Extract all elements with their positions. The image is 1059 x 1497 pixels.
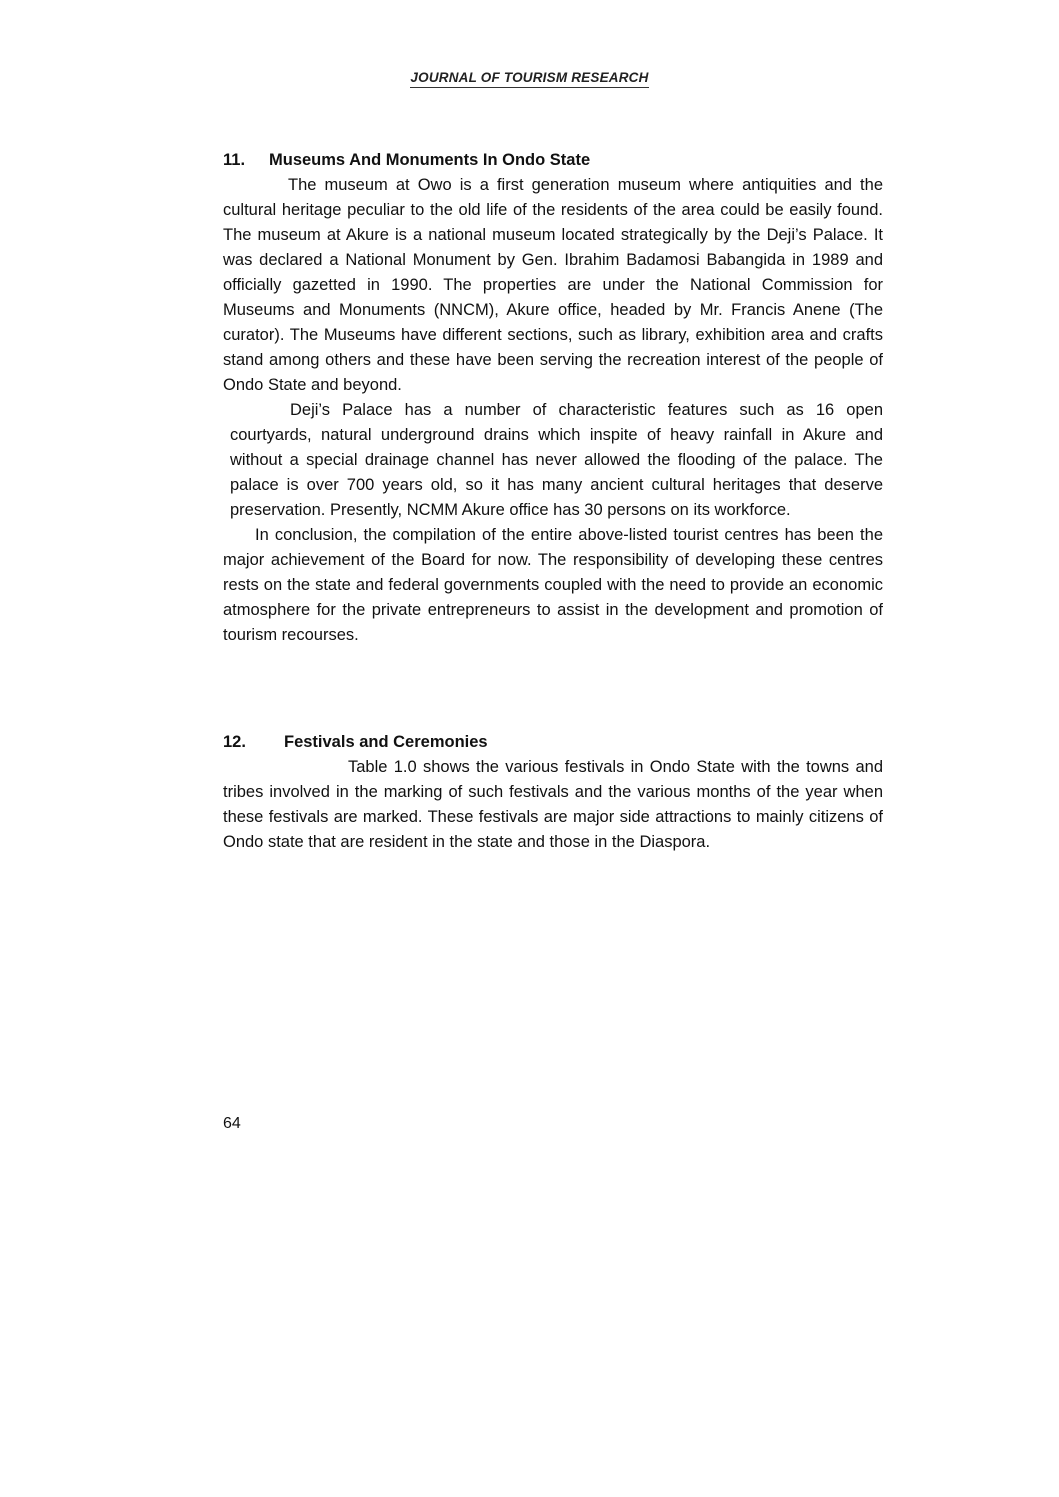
section-heading-12 [223,730,883,755]
paragraph-festivals: Table 1.0 shows the various festivals in Ondo State with the towns and tribes involved in the marking of such festivals and the various months of the year when these festivals are marked. These festivals are major side attractions to mainly citizens of Ondo state that are resident in the state and those in the Diaspora. [223,758,883,851]
page-number: 64 [223,1115,241,1132]
section-heading-11 [223,148,883,173]
journal-header [0,70,1059,85]
section-number: 12. [223,733,246,751]
section-number: 11. [223,151,246,169]
journal-title: JOURNAL OF TOURISM RESEARCH [410,70,648,88]
section-title: Museums And Monuments In Ondo State [269,151,591,169]
section-title: Festivals and Ceremonies [284,733,488,751]
page-content [223,148,883,855]
paragraph-museums-1: The museum at Owo is a first generation museum where antiquities and the cultural heritage peculiar to the old life of the residents of the area could be easily found. The museum at Akure is a national museum located strategically by the Deji’s Palace. It was declared a National Monument by Gen. Ibrahim Badamosi Babangida in 1989 and officially gazetted in 1990. The properties are under the National Commission for Museums and Monuments (NNCM), Akure office, headed by Mr. Francis Anene (The curator). The Museums have different sections, such as library, exhibition area and crafts stand among others and these have been serving the recreation interest of the people of Ondo State and beyond. [223,176,883,394]
paragraph-museums-2: Deji’s Palace has a number of characteristic features such as 16 open courtyards, natural underground drains which inspite of heavy rainfall in Akure and without a special drainage channel has never allowed the flooding of the palace. The palace is over 700 years old, so it has many ancient cultural heritages that deserve preservation. Presently, NCMM Akure office has 30 persons on its workforce. [230,401,883,519]
paragraph-conclusion: In conclusion, the compilation of the entire above-listed tourist centres has been the major achievement of the Board for now. The responsibility of developing these centres rests on the state and federal governments coupled with the need to provide an economic atmosphere for the private entrepreneurs to assist in the development and promotion of tourism recourses. [223,526,883,644]
